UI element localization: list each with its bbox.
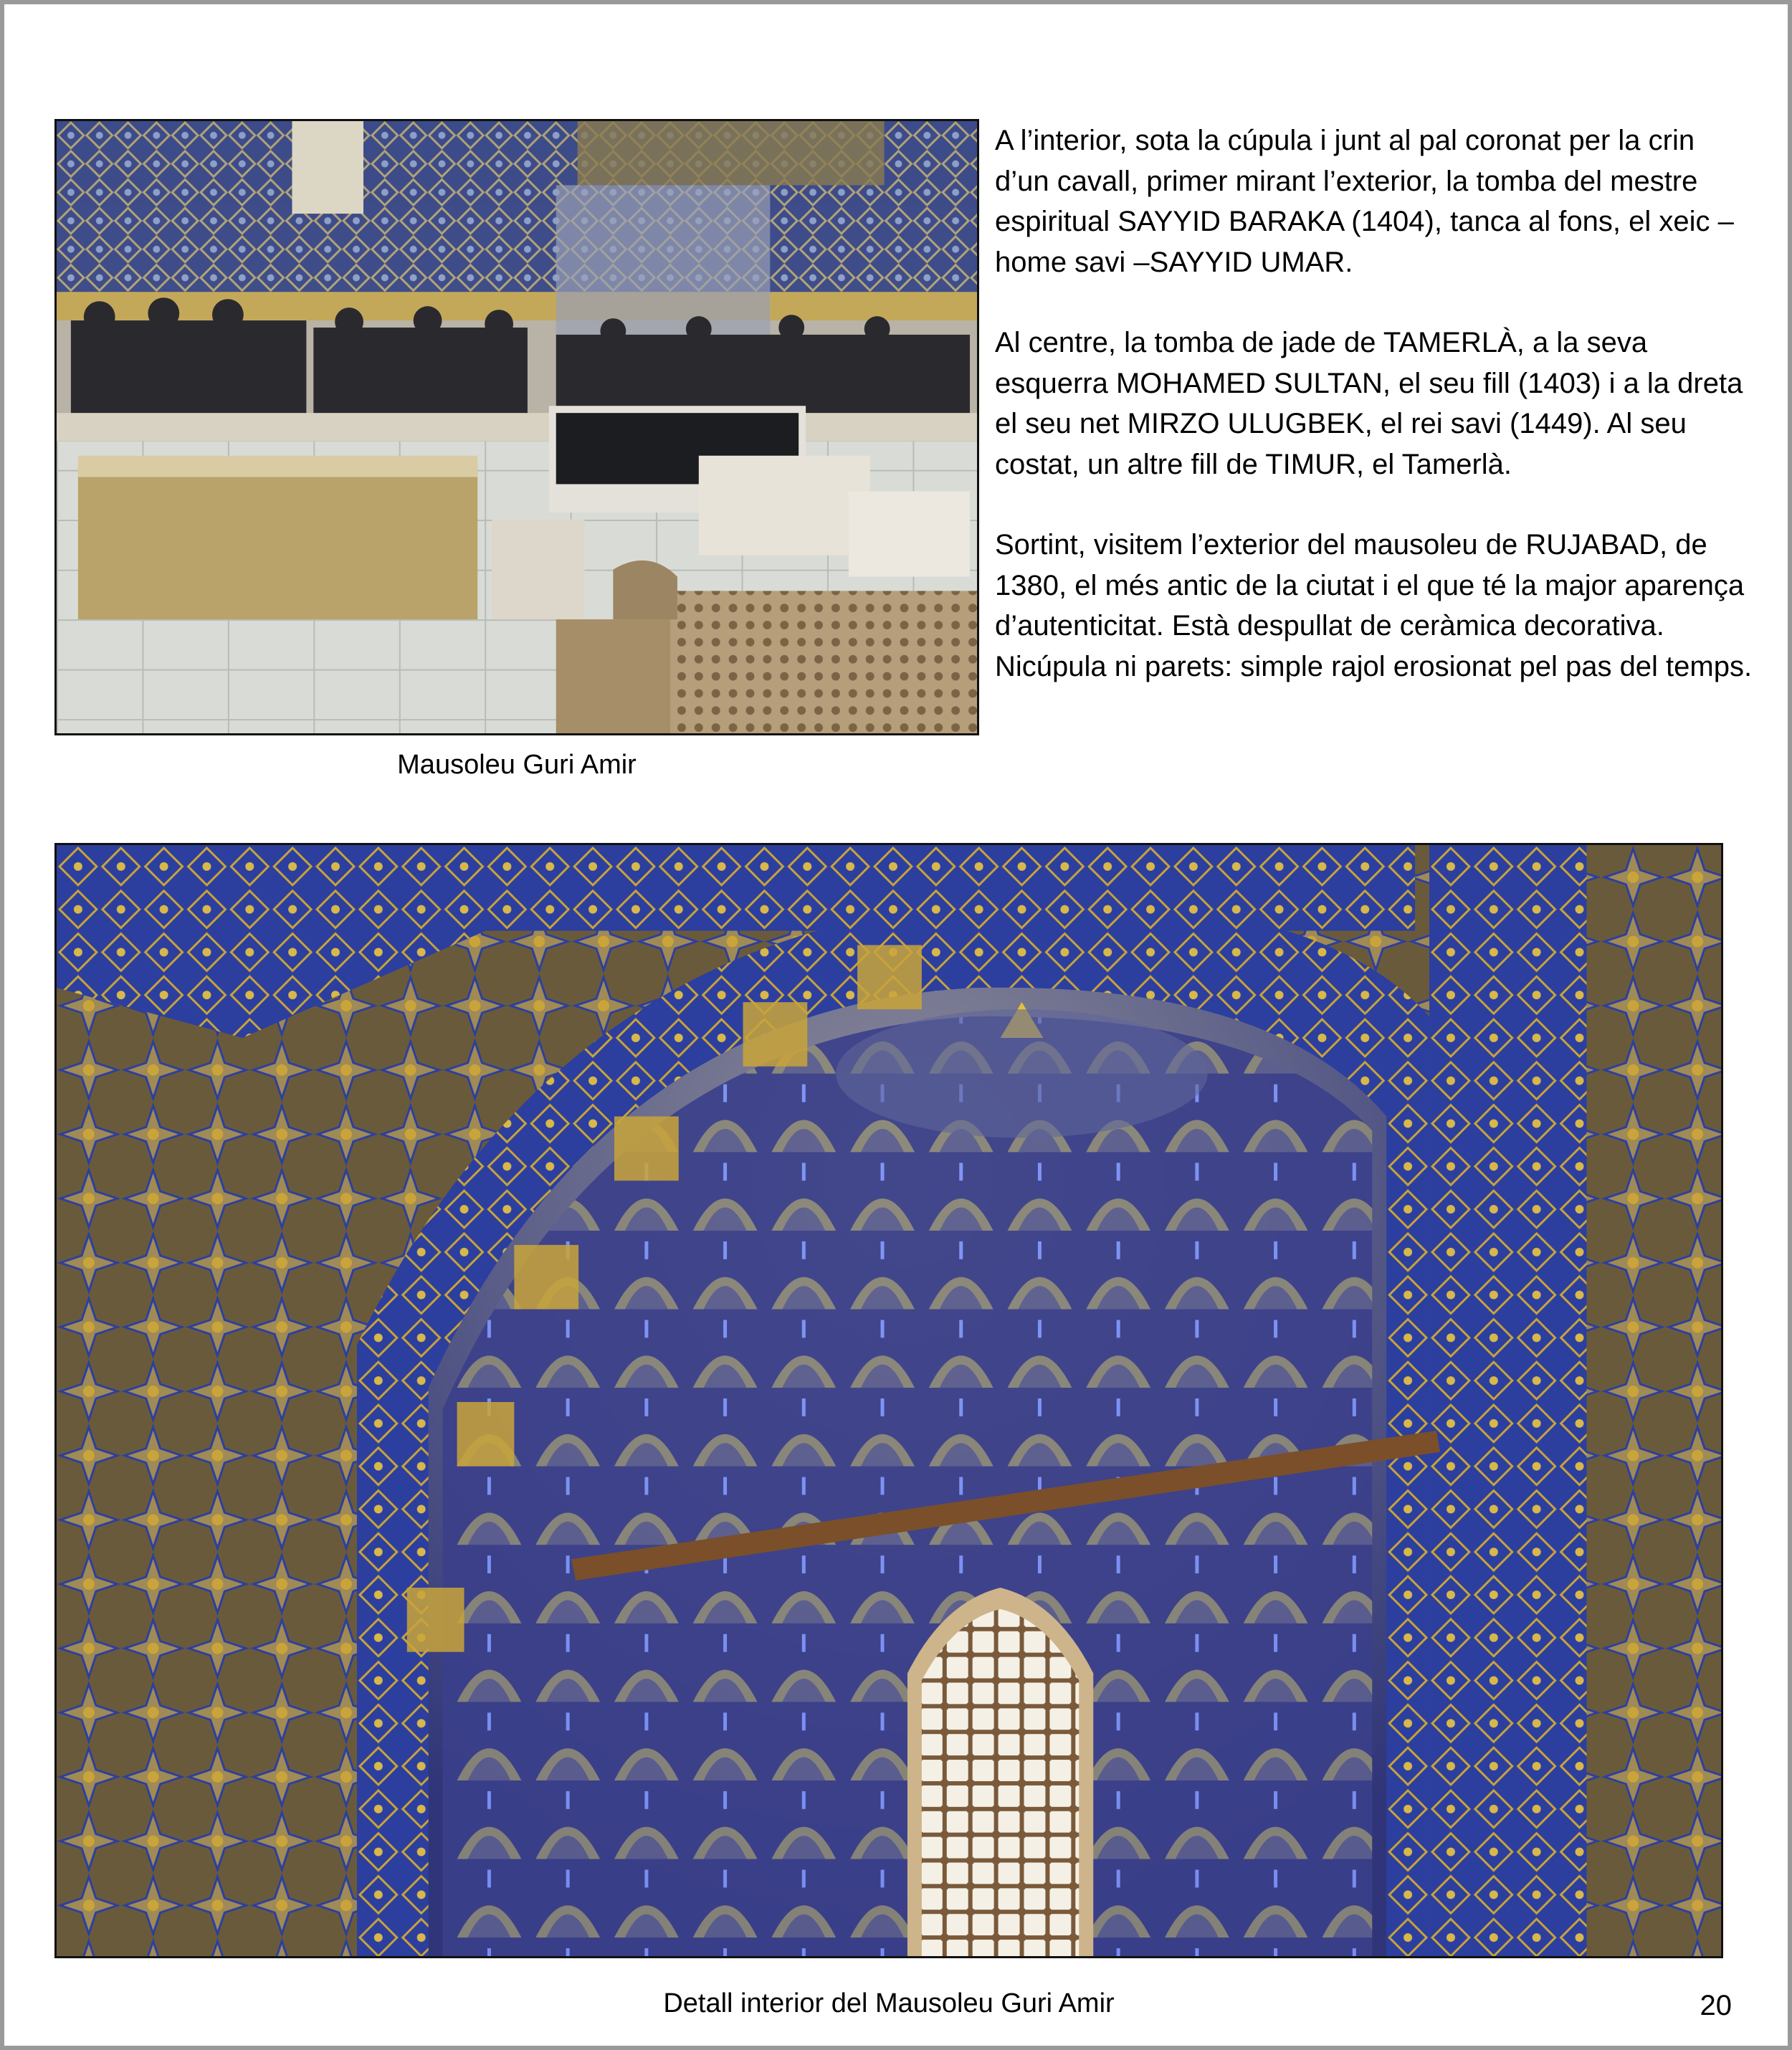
photo-mausoleum-interior [54, 119, 979, 735]
photo-caption-bottom: Detall interior del Mausoleu Guri Amir [663, 1988, 1115, 2018]
photo-muqarnas-detail-image [57, 845, 1721, 1956]
paragraph-2: Al centre, la tomba de jade de TAMERLÀ, a la seva esquerra MOHAMED SULTAN, el seu fill (1403) i a la dreta el seu net MIRZO ULUGBEK, el rei savi (1449). Al seu costat, un altre fill de TIMUR, el Tamerlà. [995, 327, 1743, 480]
paragraph-3: Sortint, visitem l’exterior del mausoleu de RUJABAD, de 1380, el més antic de la ciutat i el que té la major aparença d’autenticitat. Està despullat de ceràmica decorativa. Nicúpula ni parets: simple rajol erosionat pel pas del temps. [995, 529, 1753, 682]
photo-mausoleum-interior-image [57, 121, 977, 733]
photo-muqarnas-detail [54, 843, 1723, 1958]
photo-caption-top: Mausoleu Guri Amir [397, 750, 637, 780]
body-text [995, 120, 1755, 727]
page-number: 20 [1700, 1990, 1732, 2021]
paragraph-1: A l’interior, sota la cúpula i junt al pal coronat per la crin d’un cavall, primer mirant l’exterior, la tomba del mestre espiritual SAYYID BARAKA (1404), tanca al fons, el xeic – home savi –SAYYID UMAR. [995, 125, 1734, 278]
